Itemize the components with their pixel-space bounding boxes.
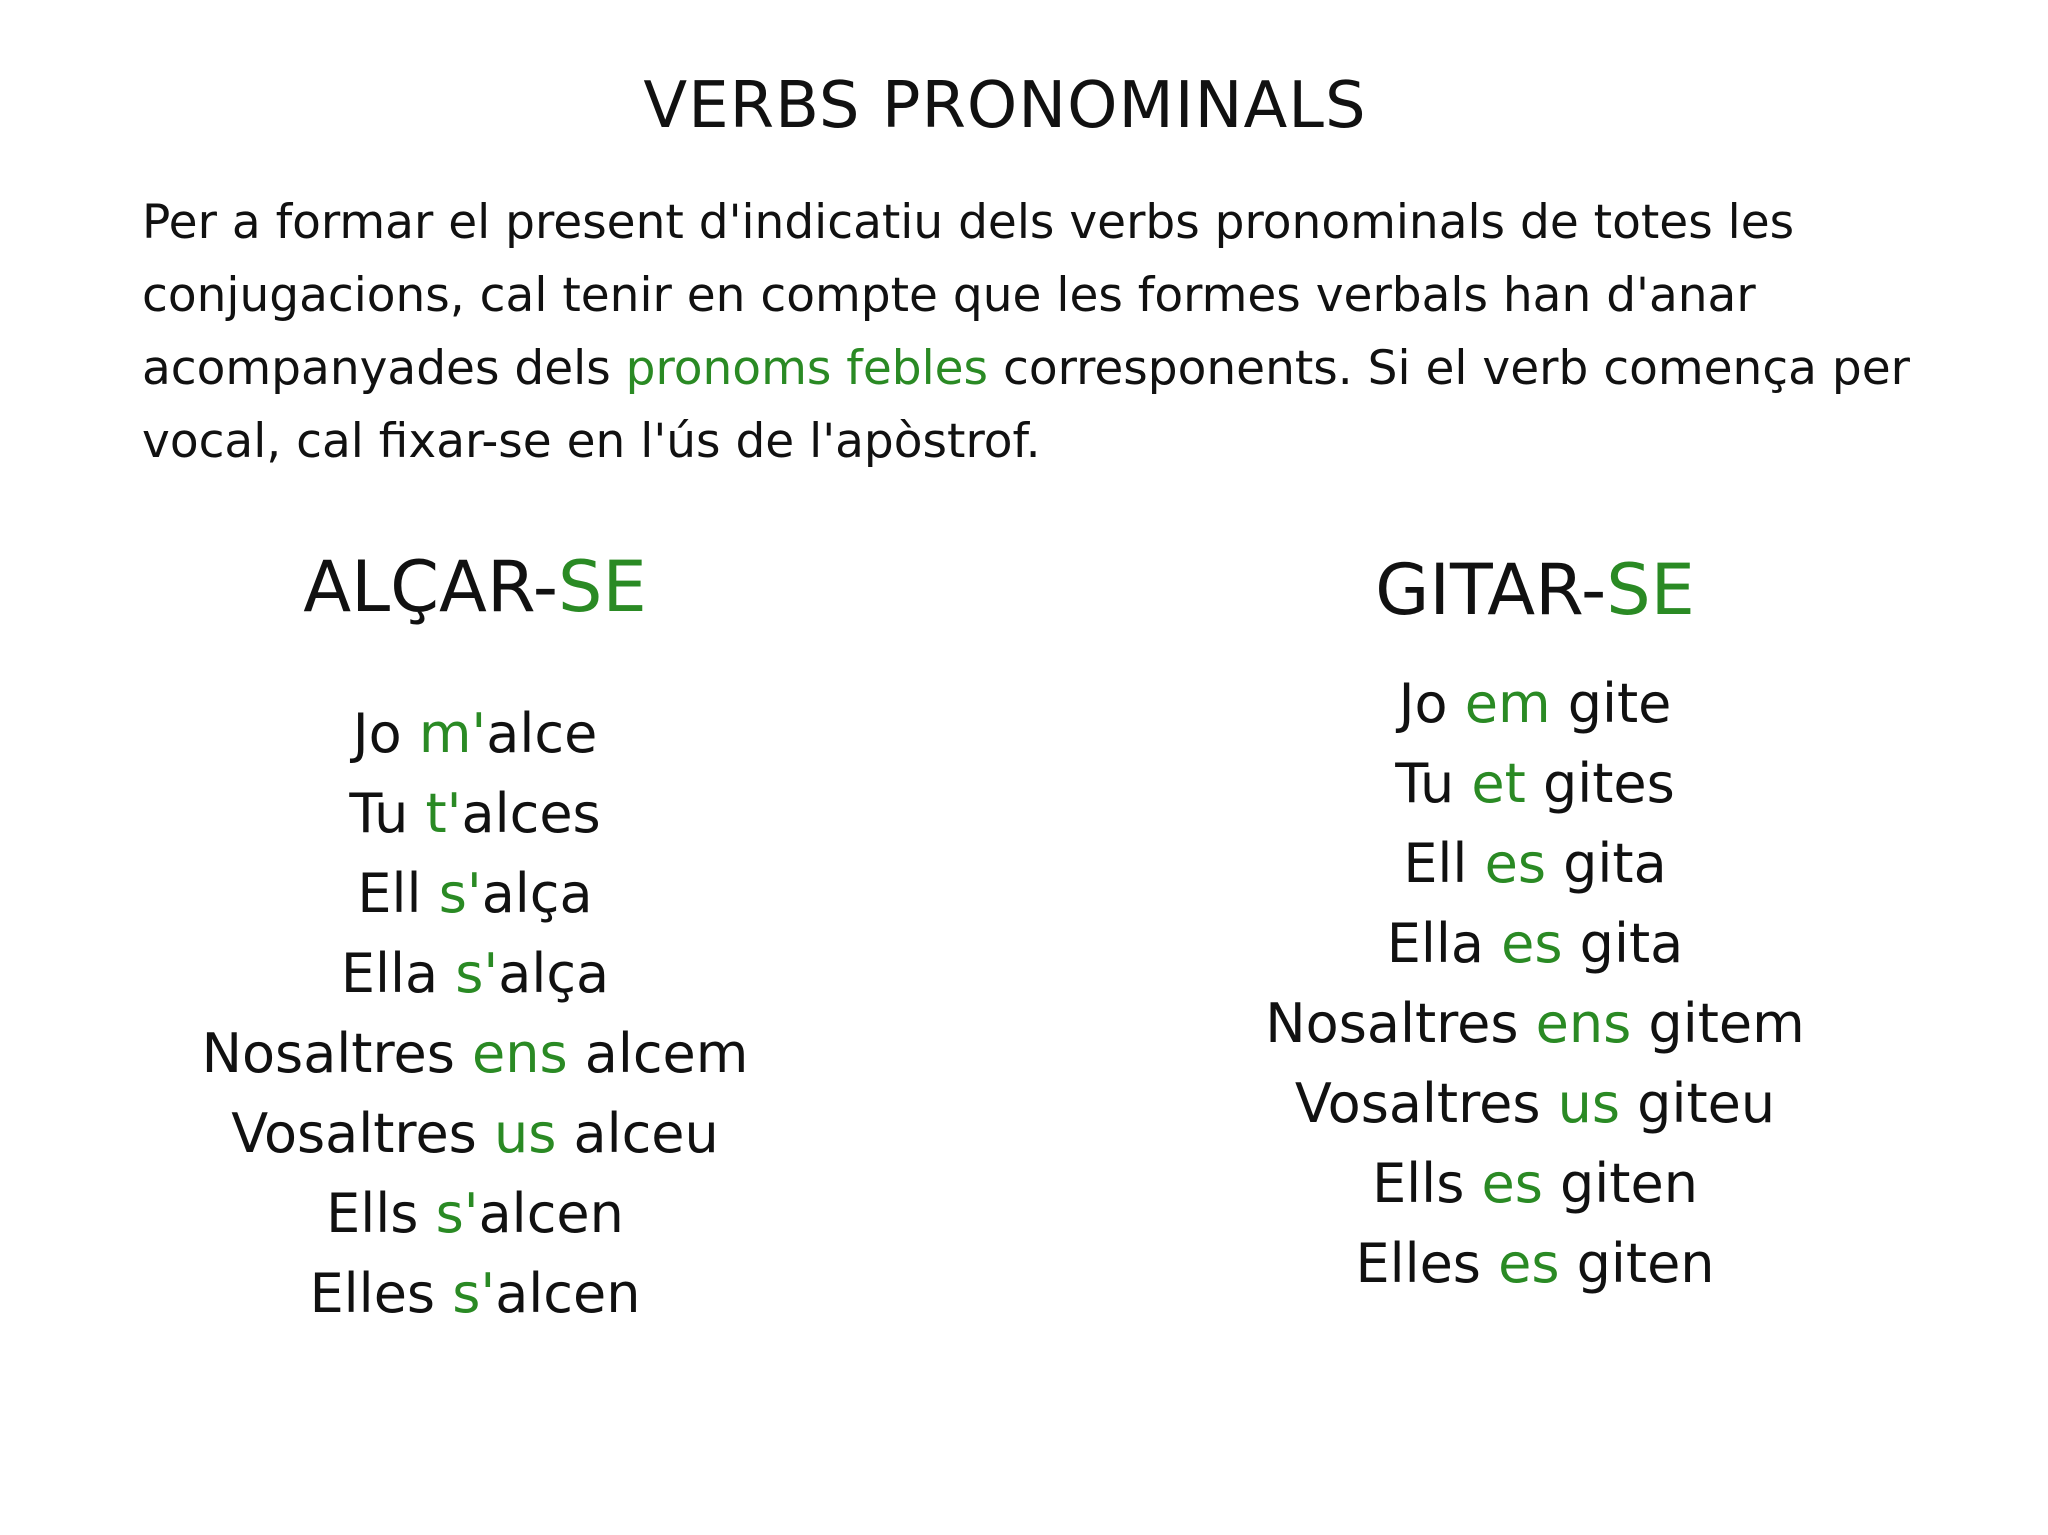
pronoms-febles-highlight: pronoms febles [625, 341, 989, 396]
conjugation-row [100, 1014, 850, 1094]
conjugation-row [1160, 744, 1910, 824]
conjugation-list [1160, 664, 1910, 1304]
conjugation-row [1160, 1064, 1910, 1144]
pronoun: em [1464, 672, 1551, 735]
conjugation-list [100, 694, 850, 1334]
subject: Ell [1403, 832, 1485, 895]
subject: Tu [349, 782, 426, 845]
verb-heading-alcar-se [100, 542, 850, 632]
verb-form: giten [1559, 1232, 1715, 1295]
subject: Jo [1398, 672, 1465, 735]
intro-line-2: conjugacions, cal tenir en compte que les formes verbals han d'anar [142, 268, 1756, 323]
verb-form: gita [1545, 832, 1667, 895]
conjugation-row [100, 934, 850, 1014]
subject: Jo [352, 702, 419, 765]
verb-form: alça [498, 942, 610, 1005]
page-title: VERBS PRONOMINALS [643, 69, 1367, 143]
intro-line-1: Per a formar el present d'indicatiu dels verbs pronominals de totes les [142, 195, 1795, 250]
intro-paragraph [142, 186, 1942, 478]
pronoun: s' [452, 1262, 496, 1325]
pronoun: ens [472, 1022, 568, 1085]
subject: Vosaltres [231, 1102, 494, 1165]
conjugation-row [1160, 1144, 1910, 1224]
verb-suffix: SE [558, 546, 647, 628]
pronoun: es [1501, 912, 1563, 975]
pronoun: m' [418, 702, 487, 765]
pronoun: s' [455, 942, 499, 1005]
verb-stem: GITAR- [1375, 549, 1607, 631]
subject: Tu [1395, 752, 1472, 815]
subject: Elles [309, 1262, 453, 1325]
subject: Vosaltres [1294, 1072, 1558, 1135]
conjugation-row [100, 774, 850, 854]
verb-heading-gitar-se [1160, 545, 1910, 635]
verb-form: alcem [567, 1022, 749, 1085]
verb-stem: ALÇAR- [303, 546, 559, 628]
verb-form: gites [1525, 752, 1675, 815]
conjugation-row [100, 1254, 850, 1334]
verb-form: gitem [1631, 992, 1805, 1055]
pronoun: t' [425, 782, 462, 845]
subject: Ells [1372, 1152, 1482, 1215]
intro-line-4: vocal, cal fixar-se en l'ús de l'apòstrof. [142, 414, 1041, 469]
verb-form: alce [486, 702, 598, 765]
verb-form: alces [461, 782, 601, 845]
verb-form: alcen [495, 1262, 641, 1325]
verb-form: alça [481, 862, 593, 925]
intro-line-3 [142, 332, 1942, 405]
intro-line-3-end: corresponents. Si el verb comença per [988, 341, 1910, 396]
subject: Nosaltres [201, 1022, 472, 1085]
subject: Elles [1355, 1232, 1499, 1295]
conjugation-row [100, 854, 850, 934]
intro-line-3-start: acompanyades dels [142, 341, 626, 396]
subject: Ells [326, 1182, 436, 1245]
conjugation-row [1160, 664, 1910, 744]
conjugation-row [1160, 984, 1910, 1064]
subject: Nosaltres [1265, 992, 1536, 1055]
pronoun: us [1557, 1072, 1620, 1135]
verb-form: gita [1562, 912, 1684, 975]
pronoun: es [1498, 1232, 1560, 1295]
subject: Ell [357, 862, 439, 925]
pronoun: s' [438, 862, 482, 925]
verb-form: alceu [556, 1102, 719, 1165]
pronoun: us [493, 1102, 557, 1165]
pronoun: s' [435, 1182, 479, 1245]
verb-form: alcen [478, 1182, 624, 1245]
pronoun: es [1481, 1152, 1543, 1215]
verb-suffix: SE [1606, 549, 1695, 631]
conjugation-row [1160, 824, 1910, 904]
conjugation-row [100, 1174, 850, 1254]
conjugation-row [100, 694, 850, 774]
conjugation-row [100, 1094, 850, 1174]
conjugation-row [1160, 904, 1910, 984]
conjugation-row [1160, 1224, 1910, 1304]
subject: Ella [340, 942, 456, 1005]
pronoun: es [1484, 832, 1546, 895]
verb-form: gite [1550, 672, 1672, 735]
pronoun: et [1471, 752, 1526, 815]
pronoun: ens [1535, 992, 1632, 1055]
subject: Ella [1386, 912, 1502, 975]
verb-form: giteu [1620, 1072, 1776, 1135]
verb-form: giten [1542, 1152, 1698, 1215]
